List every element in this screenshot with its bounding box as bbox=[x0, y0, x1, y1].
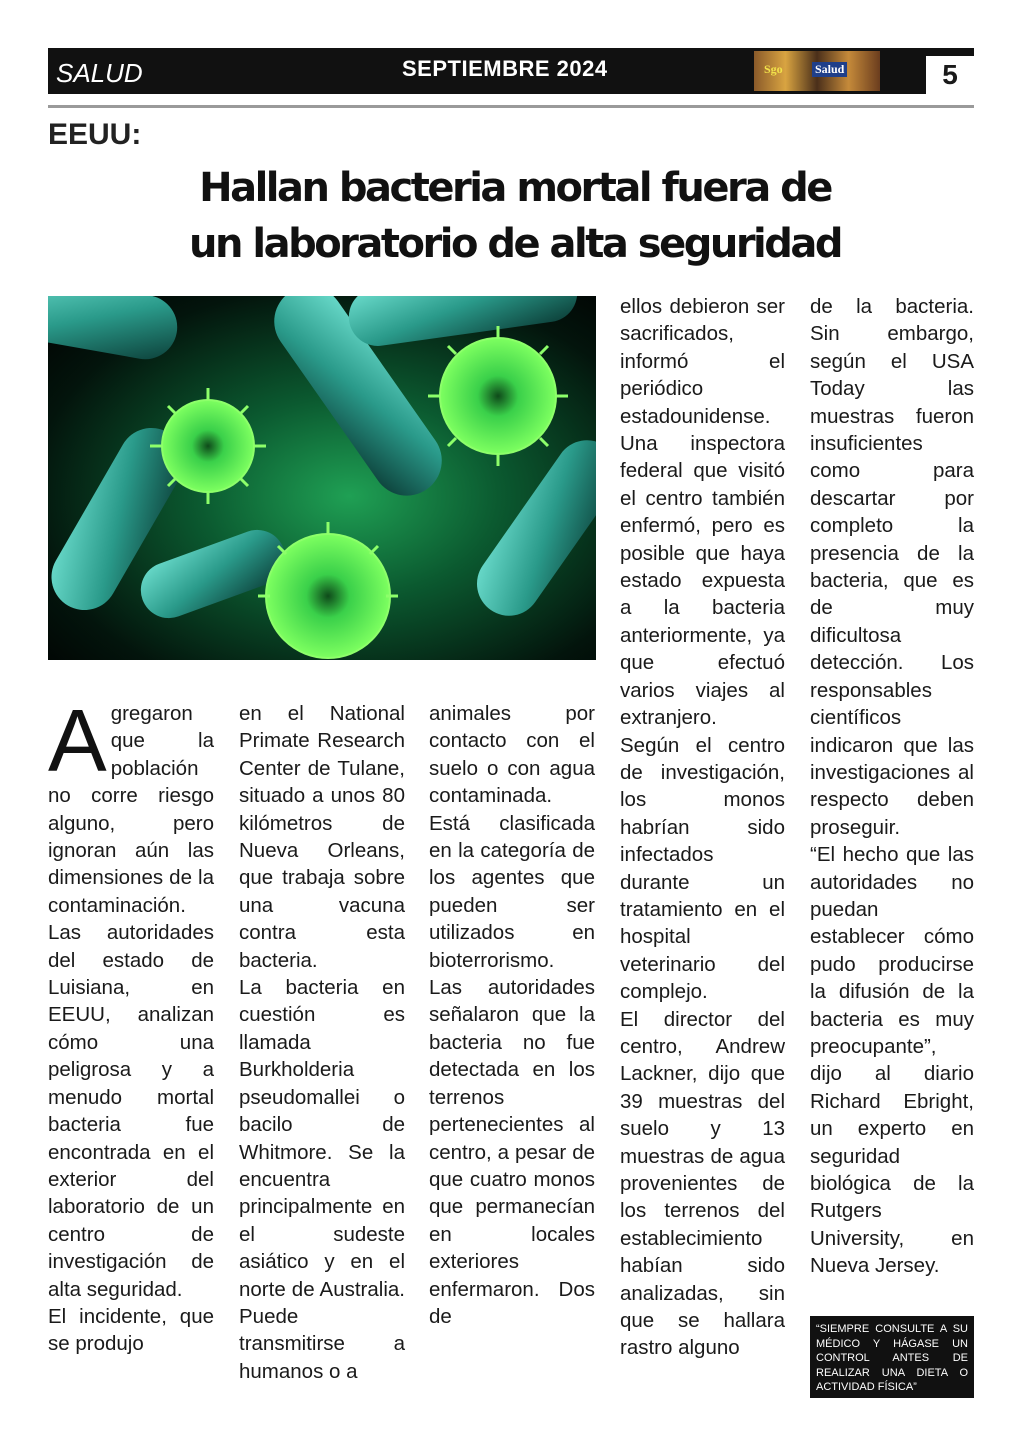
page-number: 5 bbox=[926, 56, 974, 94]
bacteria-image-icon bbox=[48, 296, 596, 660]
paragraph: “El hecho que las autoridades no puedan establecer cómo pudo producirse la difusión de la bacteria es muy preocupante”, dijo al diario Richard Ebright, un experto en seguridad biológica de la Rutgers University, en Nueva Jersey. bbox=[810, 843, 974, 1278]
logo-text-right: Salud bbox=[812, 62, 847, 77]
magazine-logo bbox=[754, 51, 880, 91]
issue-date: SEPTIEMBRE 2024 bbox=[402, 56, 608, 81]
header-divider bbox=[48, 105, 974, 108]
article-column-5 bbox=[810, 293, 974, 1280]
paragraph: en el National Primate Research Center de Tulane, situado a unos 80 kilómetros de Nueva Orleans, que trabaja sobre una vacuna contra esta bacteria. bbox=[239, 702, 405, 972]
paragraph: ellos debieron ser sacrificados, informó el periódico estadounidense. bbox=[620, 295, 785, 428]
paragraph: Las autoridades del estado de Luisiana, en EEUU, analizan cómo una peligrosa y a menudo mortal bacteria fue encontrada en el exterior del laboratorio de un centro de investigación de alta seguridad. bbox=[48, 921, 214, 1301]
paragraph: gregaron que la población no corre riesgo alguno, pero ignoran aún las dimensiones de la contaminación. bbox=[48, 702, 214, 917]
article-column-1 bbox=[48, 691, 214, 1358]
bacteria-illustration bbox=[48, 296, 596, 660]
article-kicker: EEUU: bbox=[48, 118, 142, 151]
paragraph: de la bacteria. Sin embargo, según el USA Today las muestras fueron insuficientes como para descartar por completo la presencia de la bacteria, que es de muy dificultosa detección. Los responsables científicos indicaron que las investigaciones al respecto deben proseguir. bbox=[810, 295, 974, 839]
logo-text-left: Sgo bbox=[764, 62, 783, 76]
paragraph: animales por contacto con el suelo o con agua contaminada. Está clasificada en la categoría de los agentes que pueden ser utilizados en bioterrorismo. bbox=[429, 702, 595, 972]
article-column-4 bbox=[620, 293, 785, 1362]
headline-line-2: un laboratorio de alta seguridad bbox=[188, 221, 842, 267]
drop-cap: A bbox=[48, 691, 107, 790]
section-label: SALUD bbox=[56, 58, 143, 88]
health-notice-box: “SIEMPRE CONSULTE A SU MÉDICO Y HÁGASE UN CONTROL ANTES DE REALIZAR UNA DIETA O ACTIVIDAD FÍSICA” bbox=[810, 1316, 974, 1398]
article-column-3 bbox=[429, 700, 595, 1330]
paragraph: El incidente, que se produjo bbox=[48, 1304, 214, 1356]
paragraph: Según el centro de investigación, los monos habrían sido infectados durante un tratamiento en el hospital veterinario del complejo. bbox=[620, 733, 785, 1004]
page-header bbox=[48, 48, 974, 94]
paragraph: Una inspectora federal que visitó el centro también enfermó, pero es posible que haya estado expuesta a la bacteria anteriormente, ya que efectuó varios viajes al extranjero. bbox=[620, 432, 785, 730]
paragraph: Las autoridades señalaron que la bacteria no fue detectada en los terrenos pertenecientes al centro, a pesar de que cuatro monos que permanecían en locales exteriores enfermaron. Dos de bbox=[429, 976, 595, 1328]
paragraph: El director del centro, Andrew Lackner, dijo que 39 muestras del suelo y 13 muestras de agua provenientes de los terrenos del establecimiento habían sido analizadas, sin que se hallara rastro alguno bbox=[620, 1007, 785, 1360]
article-headline bbox=[150, 160, 880, 272]
article-column-2 bbox=[239, 700, 405, 1385]
paragraph: La bacteria en cuestión es llamada Burkholderia pseudomallei o bacilo de Whitmore. Se la encuentra principalmente en el sudeste asiático y en el norte de Australia. Puede transmitirse a humanos o a bbox=[239, 976, 405, 1383]
headline-line-1: Hallan bacteria mortal fuera de bbox=[199, 165, 831, 211]
